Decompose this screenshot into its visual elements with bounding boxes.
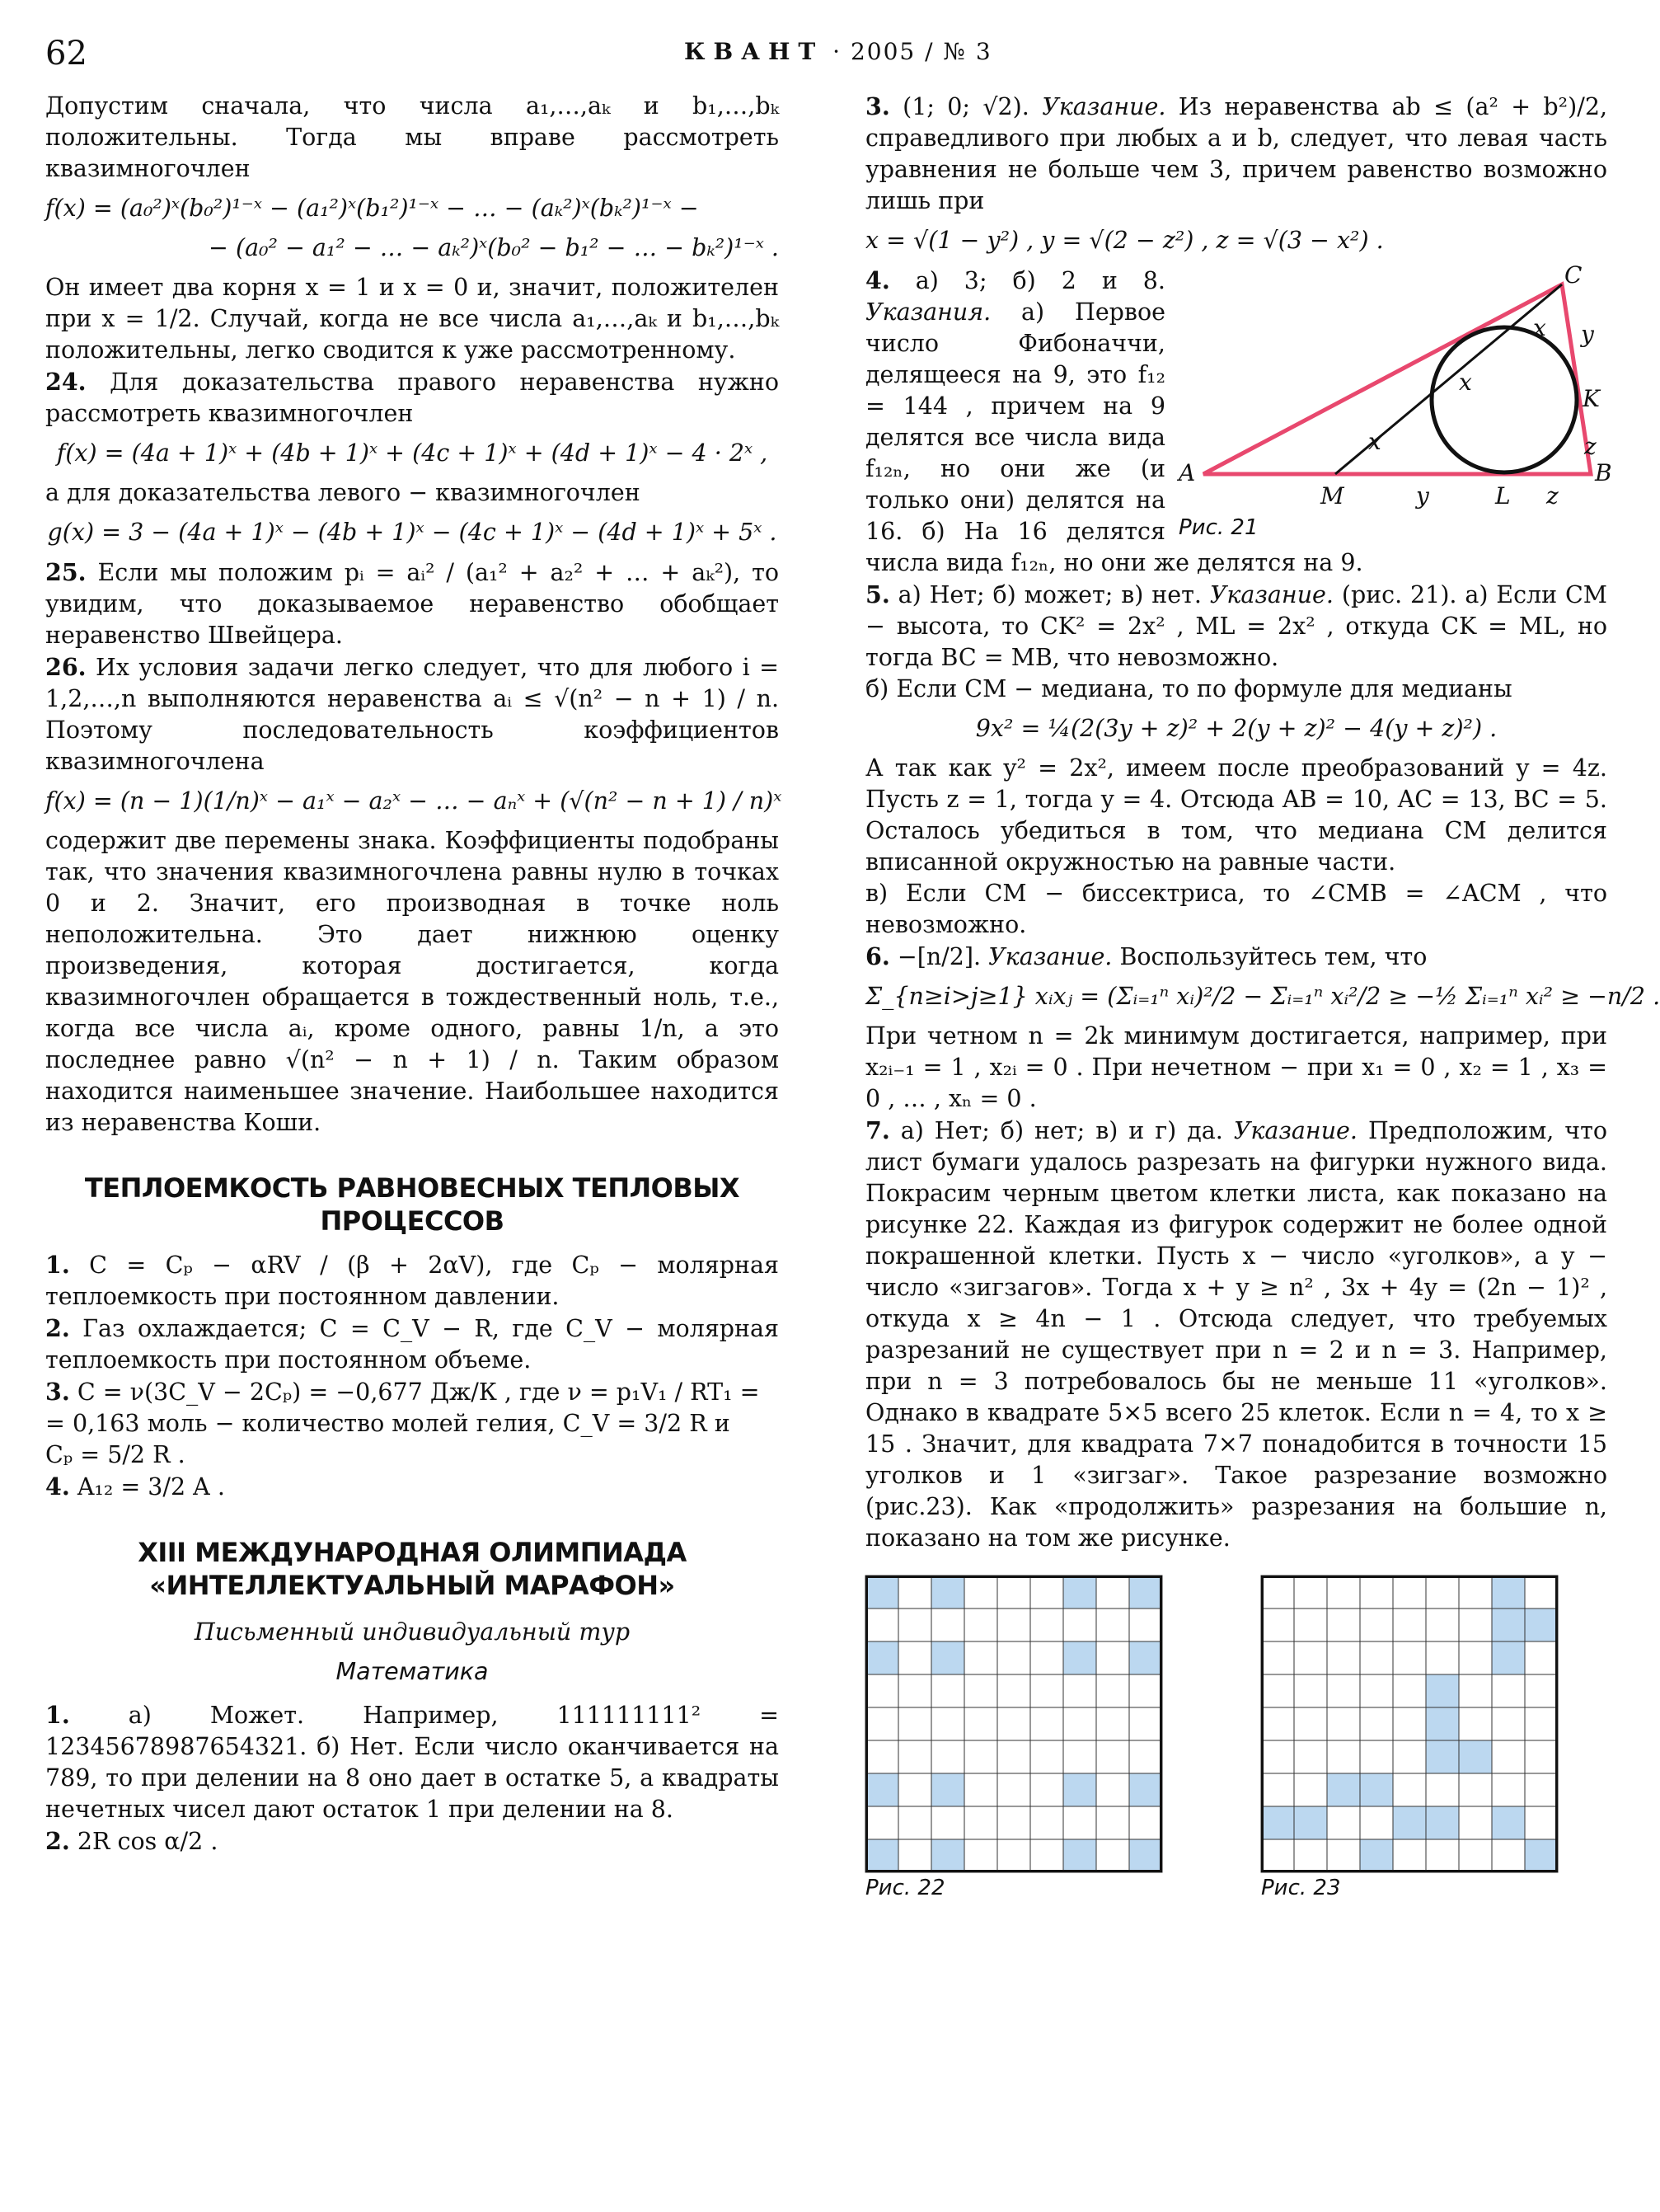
paragraph-roots: Он имеет два корня x = 1 и x = 0 и, значит, положителен при x = 1/2. Случай, когда не все числа a₁,…,aₖ и b₁,…,bₖ положительны, легко сводится к уже рассмотренному.	[45, 274, 779, 364]
grid-cell	[1327, 1707, 1360, 1740]
grid-cell	[1492, 1641, 1525, 1674]
paragraph-6c: При четном n = 2k минимум достигается, например, при x₂ᵢ₋₁ = 1 , x₂ᵢ = 0 . При нечетном − при x₁ = 0 , x₂ = 1 , x₃ = 0 , … , xₙ = 0 .	[865, 1022, 1607, 1112]
grid-cell	[931, 1674, 964, 1707]
formula-quasipoly-1a: f(x) = (a₀²)ˣ(b₀²)¹⁻ˣ − (a₁²)ˣ(b₁²)¹⁻ˣ − … − (aₖ²)ˣ(bₖ²)¹⁻ˣ −	[45, 195, 699, 222]
grid-cell	[1492, 1806, 1525, 1839]
grid-cell	[865, 1740, 898, 1773]
grid-cell	[1360, 1773, 1393, 1806]
grid-cell	[1063, 1839, 1096, 1872]
formula-24b: g(x) = 3 − (4a + 1)ˣ − (4b + 1)ˣ − (4c + 1)ˣ − (4d + 1)ˣ + 5ˣ .	[47, 519, 777, 546]
problem-number: 26.	[45, 653, 87, 681]
grid-cell	[1426, 1609, 1459, 1641]
grid-cell	[1261, 1609, 1294, 1641]
grid-cell	[1459, 1740, 1492, 1773]
figure-22-caption: Рис. 22	[865, 1876, 945, 1900]
formula-quasipoly-1b: − (a₀² − a₁² − … − aₖ²)ˣ(b₀² − b₁² − … − bₖ²)¹⁻ˣ .	[209, 234, 779, 261]
grid-cell	[1063, 1806, 1096, 1839]
hint-label: Указание.	[1209, 581, 1334, 608]
grid-cell	[1459, 1609, 1492, 1641]
grid-cell	[1426, 1740, 1459, 1773]
grid-cell	[1096, 1609, 1129, 1641]
grid-cell	[1327, 1609, 1360, 1641]
grid-cell	[1426, 1839, 1459, 1872]
grid-cell	[1525, 1707, 1558, 1740]
answer-text: Предположим, что лист бумаги удалось разрезать на фигурки нужного вида. Покрасим черным цветом клетки листа, как показано на рисунке 22. Каждая из фигурок содержит не более одной покрашенной клетки. Пусть x − число «уголков», а y − число «зигзагов». Тогда x + y ≥ n² , 3x + 4y = (2n − 1)² , откуда x ≥ 4n − 1 . Отсюда следует, что требуемых разрезаний не существует при n = 2 и n = 3. Например, при n = 3 потребовалось бы не меньше 11 «уголков». Однако в квадрате 5×5 всего 25 клеток. Если n = 4, то x ≥ 15 . Значит, для квадрата 7×7 понадобится в точности 15 уголков и 1 «зигзаг». Такое разрезание возможно (рис.23). Как «продолжить» разрезания на большие n, показано на том же рисунке.	[865, 1117, 1608, 1552]
grid-cell	[1492, 1740, 1525, 1773]
answer-number: 5.	[865, 580, 890, 608]
grid-cell	[1360, 1806, 1393, 1839]
hint-label: Указание.	[1233, 1117, 1358, 1144]
grid-cell	[1459, 1773, 1492, 1806]
grid-cell	[997, 1707, 1030, 1740]
answer-2	[45, 1313, 779, 1376]
grid-cell	[1063, 1740, 1096, 1773]
grid-cell	[1327, 1740, 1360, 1773]
grid-cell	[1129, 1740, 1162, 1773]
grid-cell	[964, 1674, 997, 1707]
answer-text: Газ охлаждается; C = C_V − R, где C_V − молярная теплоемкость при постоянном объеме.	[45, 1315, 780, 1374]
answer-value: а) Нет; б) может; в) нет.	[898, 581, 1202, 608]
math-answer-7	[865, 1115, 1607, 1554]
grid-cell	[1294, 1773, 1327, 1806]
grid-cell	[964, 1707, 997, 1740]
grid-cell	[1393, 1576, 1426, 1609]
grid-cell	[1360, 1707, 1393, 1740]
grid-cell	[865, 1839, 898, 1872]
grid-cell	[865, 1609, 898, 1641]
section-title-heat-capacity: ТЕПЛОЕМКОСТЬ РАВНОВЕСНЫХ ТЕПЛОВЫХ ПРОЦЕССОВ	[84, 1172, 740, 1237]
grid-cell	[1393, 1839, 1426, 1872]
label-y-side: y	[1581, 321, 1594, 348]
answer-text: (рис. 21). а) Если CM − высота, то CK² = 2x² , ML = 2x² , откуда CK = ML, но тогда BC = MB, что невозможно.	[865, 581, 1607, 671]
grid-cell	[997, 1806, 1030, 1839]
grid-cell	[1525, 1806, 1558, 1839]
label-l: L	[1495, 482, 1511, 510]
grid-cell	[898, 1641, 931, 1674]
figure-23-caption: Рис. 23	[1261, 1876, 1341, 1900]
answer-number: 7.	[865, 1116, 890, 1144]
grid-cell	[1030, 1839, 1063, 1872]
answer-number: 1.	[45, 1701, 70, 1729]
answer-4	[45, 1471, 779, 1503]
grid-cell	[931, 1740, 964, 1773]
formula-24a: f(x) = (4a + 1)ˣ + (4b + 1)ˣ + (4c + 1)ˣ + (4d + 1)ˣ − 4 · 2ˣ ,	[56, 439, 768, 467]
grid-cell	[1327, 1576, 1360, 1609]
grid-cell	[1063, 1609, 1096, 1641]
grid-cell	[1459, 1839, 1492, 1872]
triangle-incircle-diagram	[1179, 261, 1612, 515]
grid-cell	[1525, 1641, 1558, 1674]
grid-cell	[997, 1839, 1030, 1872]
grid-cell	[1030, 1576, 1063, 1609]
grid-cell	[1426, 1674, 1459, 1707]
answer-number: 3.	[865, 92, 890, 120]
grid-cell	[1492, 1576, 1525, 1609]
answer-text: а) Может. Например, 111111111² = 12345678987654321. б) Нет. Если число оканчивается на 789, то при делении на 8 оно дает в остатке 5, а квадраты нечетных чисел дают остаток 1 при делении на 8.	[45, 1702, 780, 1823]
grid-cell	[1129, 1641, 1162, 1674]
problem-text: Их условия задачи легко следует, что для любого i = 1,2,…,n выполняются неравенства aᵢ ≤ √(n² − n + 1) / n. Поэтому последовательность коэффициентов квазимногочлена	[45, 654, 779, 775]
label-z-side: z	[1584, 433, 1597, 460]
grid-cell	[1327, 1839, 1360, 1872]
grid-cell	[1030, 1641, 1063, 1674]
label-x-low: x	[1368, 428, 1381, 455]
running-header	[684, 38, 992, 65]
section-title-olympiad: XIII МЕЖДУНАРОДНАЯ ОЛИМПИАДА «ИНТЕЛЛЕКТУАЛЬНЫЙ МАРАФОН»	[138, 1537, 687, 1601]
grid-cell	[1294, 1740, 1327, 1773]
grid-cell	[1492, 1609, 1525, 1641]
grid-cell	[898, 1609, 931, 1641]
grid-cell	[1459, 1576, 1492, 1609]
grid-cell	[1129, 1609, 1162, 1641]
problem-number: 25.	[45, 558, 87, 586]
problem-24	[45, 366, 779, 430]
grid-cell	[1459, 1641, 1492, 1674]
grid-cell	[931, 1806, 964, 1839]
grid-cell	[1294, 1707, 1327, 1740]
math-answer-1	[45, 1699, 779, 1825]
grid-cell	[898, 1806, 931, 1839]
grid-cell	[1129, 1806, 1162, 1839]
answer-3-cp: Cₚ = 5/2 R .	[45, 1441, 185, 1468]
paragraph-5d: в) Если CM − биссектриса, то ∠CMB = ∠ACM , что невозможно.	[865, 880, 1607, 938]
grid-cell	[1096, 1806, 1129, 1839]
right-column	[865, 91, 1660, 1914]
grid-cell	[1393, 1740, 1426, 1773]
problem-25	[45, 557, 779, 651]
grid-cell	[1096, 1707, 1129, 1740]
answer-number: 2.	[45, 1314, 70, 1342]
grid-cell	[1426, 1576, 1459, 1609]
paragraph-5c: А так как y² = 2x², имеем после преобразований y = 4z. Пусть z = 1, тогда y = 4. Отсюда AB = 10, AC = 13, BC = 5. Осталось убедиться в том, что медиана CM делится вписанной окружностью на равные части.	[865, 754, 1607, 876]
grid-cell	[997, 1576, 1030, 1609]
grid-cell	[1030, 1707, 1063, 1740]
grid-cell	[865, 1641, 898, 1674]
grid-cell	[1426, 1806, 1459, 1839]
grid-cell	[931, 1576, 964, 1609]
grid-cell	[1030, 1674, 1063, 1707]
grid-cell	[1096, 1674, 1129, 1707]
grid-cell	[1492, 1707, 1525, 1740]
grid-cell	[1294, 1674, 1327, 1707]
hint-label: Указание.	[1042, 93, 1166, 120]
grid-cell	[898, 1773, 931, 1806]
grid-cell	[1063, 1773, 1096, 1806]
grid-cell	[931, 1641, 964, 1674]
grid-cell	[997, 1740, 1030, 1773]
answer-number: 2.	[45, 1827, 70, 1855]
grid-cell	[1129, 1839, 1162, 1872]
grid-cell	[1393, 1773, 1426, 1806]
grid-cell	[1261, 1773, 1294, 1806]
incircle	[1432, 327, 1577, 472]
magazine-name: КВАНТ	[684, 38, 824, 65]
grid-cell	[1261, 1839, 1294, 1872]
issue-info: · 2005 / № 3	[832, 38, 992, 65]
grid-cell	[1261, 1740, 1294, 1773]
grid-cell	[1360, 1609, 1393, 1641]
grid-cell	[1525, 1674, 1558, 1707]
grid-cell	[1360, 1641, 1393, 1674]
label-z-base: z	[1546, 482, 1559, 510]
grid-cell	[1294, 1609, 1327, 1641]
answer-text: C = ν(3C_V − 2Cₚ) = −0,677 Дж/К , где ν = p₁V₁ / RT₁ =	[77, 1378, 760, 1406]
problem-text: Для доказательства правого неравенства нужно рассмотреть квазимногочлен	[45, 369, 779, 427]
label-y-base: y	[1416, 482, 1429, 510]
grid-cell	[1393, 1609, 1426, 1641]
grid-cell	[1360, 1674, 1393, 1707]
math-answer-3	[865, 91, 1607, 217]
grid-cell	[997, 1609, 1030, 1641]
grid-cell	[931, 1839, 964, 1872]
formula-6: Σ_{n≥i>j≥1} xᵢxⱼ = (Σᵢ₌₁ⁿ xᵢ)²/2 − Σᵢ₌₁ⁿ xᵢ²/2 ≥ −½ Σᵢ₌₁ⁿ xᵢ² ≥ −n/2 .	[865, 983, 1660, 1010]
hint-label: Указания.	[865, 298, 992, 326]
figure-21	[1179, 261, 1612, 540]
grid-cell	[1063, 1641, 1096, 1674]
grid-cell	[1294, 1806, 1327, 1839]
label-c: C	[1564, 261, 1583, 289]
answer-number: 3.	[45, 1378, 70, 1406]
left-column	[45, 91, 782, 1857]
answer-1	[45, 1249, 779, 1313]
paragraph-24b: а для доказательства левого − квазимногочлен	[45, 479, 640, 506]
grid-cell	[1261, 1806, 1294, 1839]
grid-cell	[931, 1773, 964, 1806]
math-answer-6	[865, 941, 1607, 973]
answer-number: 1.	[45, 1251, 70, 1279]
grid-cell	[1294, 1641, 1327, 1674]
answer-number: 4.	[865, 266, 890, 294]
grid-cell	[1327, 1806, 1360, 1839]
grid-cell	[964, 1609, 997, 1641]
grid-cell	[1393, 1674, 1426, 1707]
paragraph-26b: содержит две перемены знака. Коэффициенты подобраны так, что значения квазимногочлена равны нулю в точках 0 и 2. Значит, его производная в точке ноль неположительна. Это дает нижнюю оценку произведения, которая достигается, когда квазимногочлен обращается в тождественный ноль, т.е., когда все числа aᵢ, кроме одного, равны 1/n, а это последнее равно √(n² − n + 1) / n. Таким образом находится наименьшее значение. Наибольшее находится из неравенства Коши.	[45, 827, 779, 1136]
problem-26	[45, 651, 779, 777]
answer-text: 2R cos α/2 .	[77, 1828, 218, 1855]
grid-cell	[1426, 1641, 1459, 1674]
grid-cell	[1030, 1740, 1063, 1773]
label-a: A	[1179, 459, 1196, 486]
grid-cell	[1525, 1609, 1558, 1641]
grid-cell	[1096, 1839, 1129, 1872]
answer-3	[45, 1376, 779, 1408]
grid-cell	[1327, 1773, 1360, 1806]
grid-cell	[964, 1806, 997, 1839]
page-number: 62	[45, 35, 87, 73]
grid-cell	[865, 1674, 898, 1707]
grid-cell	[1426, 1773, 1459, 1806]
grid-cell	[1096, 1641, 1129, 1674]
grid-cell	[865, 1707, 898, 1740]
grid-cell	[931, 1707, 964, 1740]
figure-22	[865, 1576, 1212, 1904]
figure-21-caption: Рис. 21	[1179, 515, 1259, 540]
grid-cell	[1129, 1707, 1162, 1740]
grid-cell	[1492, 1773, 1525, 1806]
grid-cell	[1261, 1674, 1294, 1707]
grid-cell	[964, 1641, 997, 1674]
label-x-mid: x	[1459, 369, 1472, 396]
grid-cell	[964, 1576, 997, 1609]
grid-cell	[898, 1674, 931, 1707]
paragraph-5b: б) Если CM − медиана, то по формуле для медианы	[865, 675, 1512, 702]
formula-3: x = √(1 − y²) , y = √(2 − z²) , z = √(3 − x²) .	[865, 227, 1384, 254]
grid-figure-22	[865, 1576, 1162, 1872]
math-answer-2	[45, 1825, 779, 1857]
answer-text: A₁₂ = 3/2 A .	[77, 1473, 225, 1500]
formula-5: 9x² = ¼(2(3y + z)² + 2(y + z)² − 4(y + z)²) .	[975, 715, 1498, 742]
problem-number: 24.	[45, 368, 87, 396]
paragraph-intro: Допустим сначала, что числа a₁,…,aₖ и b₁,…,bₖ положительны. Тогда мы вправе рассмотреть квазимногочлен	[45, 92, 779, 182]
grid-cell	[997, 1773, 1030, 1806]
grid-cell	[1360, 1839, 1393, 1872]
grid-cell	[997, 1674, 1030, 1707]
answer-text: а) Первое число Фибоначчи, делящееся на 9, это f₁₂ = 144 , причем на 9 делятся все числа вида f₁₂ₙ, но они же (и только они) делятся на 16. б) На 16 делятся числа вида f₁₂ₙ, но они же делятся на 9.	[865, 298, 1363, 576]
grid-cell	[1096, 1773, 1129, 1806]
grid-cell	[1525, 1576, 1558, 1609]
grid-cell	[1525, 1740, 1558, 1773]
tour-title: Письменный индивидуальный тур	[194, 1618, 631, 1646]
grid-cell	[865, 1806, 898, 1839]
grid-cell	[1327, 1674, 1360, 1707]
grid-cell	[1063, 1674, 1096, 1707]
grid-cell	[1393, 1707, 1426, 1740]
grid-cell	[1030, 1806, 1063, 1839]
grid-cell	[964, 1839, 997, 1872]
grid-cell	[931, 1609, 964, 1641]
grid-cell	[1129, 1674, 1162, 1707]
answer-text: Воспользуйтесь тем, что	[1119, 943, 1428, 970]
grid-cell	[964, 1773, 997, 1806]
grid-cell	[1096, 1576, 1129, 1609]
grid-cell	[1294, 1576, 1327, 1609]
grid-cell	[898, 1740, 931, 1773]
grid-cell	[1393, 1641, 1426, 1674]
label-x-top: x	[1533, 314, 1546, 341]
answer-text: Из неравенства ab ≤ (a² + b²)/2, справедливого при любых a и b, следует, что левая часть уравнения не больше чем 3, причем равенство возможно лишь при	[865, 93, 1608, 214]
grid-cell	[865, 1576, 898, 1609]
answer-text: C = Cₚ − αRV / (β + 2αV), где Cₚ − молярная теплоемкость при постоянном давлении.	[45, 1252, 779, 1310]
answer-3-cont: = 0,163 моль − количество молей гелия, C_V = 3/2 R и	[45, 1410, 730, 1437]
grid-cell	[1261, 1641, 1294, 1674]
label-b: B	[1595, 459, 1612, 486]
grid-cell	[997, 1641, 1030, 1674]
grid-cell	[1459, 1674, 1492, 1707]
grid-cell	[1459, 1707, 1492, 1740]
subject-title: Математика	[335, 1658, 489, 1685]
grid-cell	[1294, 1839, 1327, 1872]
answer-value: а) 3; б) 2 и 8.	[915, 267, 1165, 294]
grid-cell	[898, 1707, 931, 1740]
grid-cell	[1063, 1576, 1096, 1609]
formula-26: f(x) = (n − 1)(1/n)ˣ − a₁ˣ − a₂ˣ − … − aₙˣ + (√(n² − n + 1) / n)ˣ	[45, 787, 782, 815]
grid-cell	[1096, 1740, 1129, 1773]
figure-23	[1261, 1576, 1607, 1904]
label-k: K	[1583, 385, 1600, 412]
grid-cell	[1492, 1674, 1525, 1707]
grid-cell	[865, 1773, 898, 1806]
grid-cell	[1525, 1839, 1558, 1872]
math-answer-5	[865, 579, 1607, 674]
hint-label: Указание.	[988, 943, 1113, 970]
problem-text: Если мы положим pᵢ = aᵢ² / (a₁² + a₂² + … + aₖ²), то увидим, что доказываемое неравенство обобщает неравенство Швейцера.	[45, 559, 780, 649]
grid-cell	[1129, 1773, 1162, 1806]
grid-cell	[1261, 1576, 1294, 1609]
grid-cell	[1459, 1806, 1492, 1839]
grid-cell	[1261, 1707, 1294, 1740]
grid-cell	[1525, 1773, 1558, 1806]
answer-value: а) Нет; б) нет; в) и г) да.	[900, 1117, 1223, 1144]
grid-cell	[1393, 1806, 1426, 1839]
answer-value: (1; 0; √2).	[903, 93, 1029, 120]
grid-cell	[1063, 1707, 1096, 1740]
grid-cell	[1030, 1609, 1063, 1641]
grid-cell	[1360, 1576, 1393, 1609]
label-m: M	[1320, 482, 1344, 510]
grid-cell	[1360, 1740, 1393, 1773]
answer-number: 6.	[865, 942, 890, 970]
grid-cell	[898, 1839, 931, 1872]
figures-22-23	[865, 1576, 1607, 1904]
grid-cell	[1129, 1576, 1162, 1609]
grid-cell	[1492, 1839, 1525, 1872]
triangle-abc	[1203, 284, 1591, 474]
grid-cell	[964, 1740, 997, 1773]
grid-figure-23	[1261, 1576, 1558, 1872]
grid-cell	[1030, 1773, 1063, 1806]
grid-cell	[898, 1576, 931, 1609]
grid-cell	[1426, 1707, 1459, 1740]
grid-cell	[1327, 1641, 1360, 1674]
answer-value: −[n/2].	[897, 943, 982, 970]
answer-number: 4.	[45, 1472, 70, 1500]
